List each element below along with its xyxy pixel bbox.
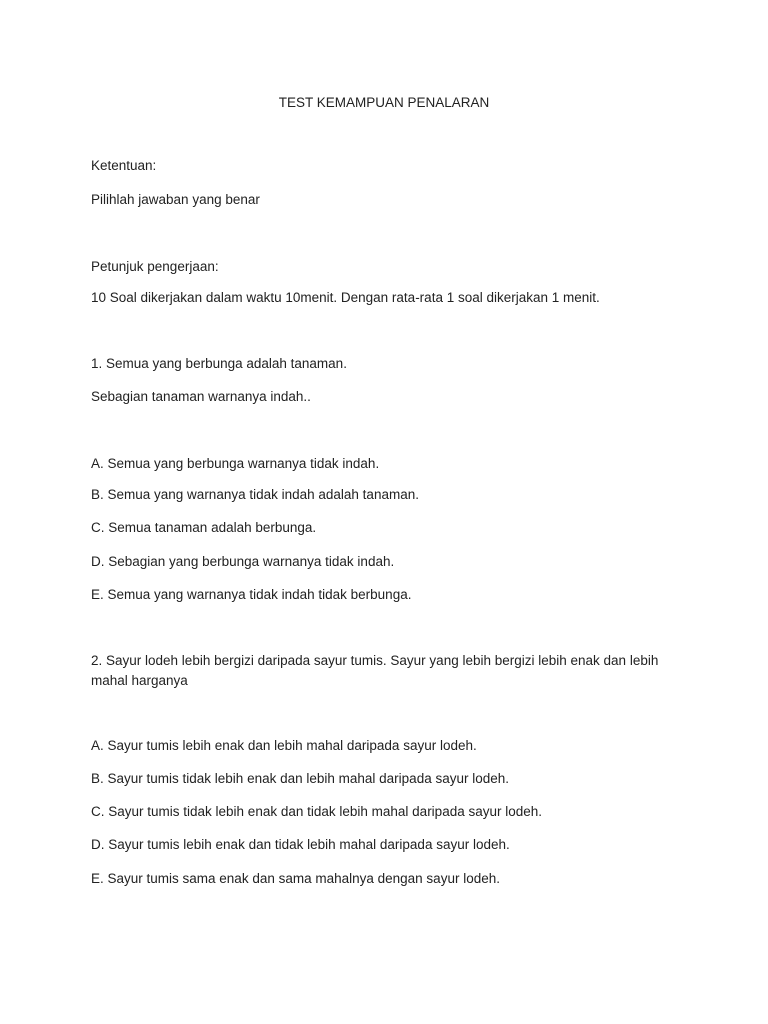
question-1-option-e: E. Semua yang warnanya tidak indah tidak berbunga.	[91, 587, 412, 602]
question-1-option-c: C. Semua tanaman adalah berbunga.	[91, 520, 317, 535]
question-2-option-c: C. Sayur tumis tidak lebih enak dan tidak lebih mahal daripada sayur lodeh.	[91, 804, 543, 819]
question-2-option-e: E. Sayur tumis sama enak dan sama mahalnya dengan sayur lodeh.	[91, 871, 500, 886]
document-title: TEST KEMAMPUAN PENALARAN	[278, 95, 490, 110]
petunjuk-heading: Petunjuk pengerjaan:	[91, 259, 219, 274]
question-1-premise-1: 1. Semua yang berbunga adalah tanaman.	[91, 356, 347, 371]
question-1-option-b: B. Semua yang warnanya tidak indah adalah tanaman.	[91, 487, 419, 502]
question-1-option-a: A. Semua yang berbunga warnanya tidak indah.	[91, 456, 380, 471]
question-2-option-a: A. Sayur tumis lebih enak dan lebih mahal daripada sayur lodeh.	[91, 738, 477, 753]
ketentuan-text: Pilihlah jawaban yang benar	[91, 192, 260, 207]
question-2-option-d: D. Sayur tumis lebih enak dan tidak lebih mahal daripada sayur lodeh.	[91, 837, 510, 852]
question-2-option-b: B. Sayur tumis tidak lebih enak dan lebih mahal daripada sayur lodeh.	[91, 771, 509, 786]
question-1-option-d: D. Sebagian yang berbunga warnanya tidak indah.	[91, 554, 395, 569]
question-2-premise: 2. Sayur lodeh lebih bergizi daripada sayur tumis. Sayur yang lebih bergizi lebih enak dan lebih mahal harganya	[91, 653, 659, 688]
petunjuk-text: 10 Soal dikerjakan dalam waktu 10menit. Dengan rata-rata 1 soal dikerjakan 1 menit.	[91, 290, 600, 305]
question-1-premise-2: Sebagian tanaman warnanya indah..	[91, 389, 311, 404]
ketentuan-heading: Ketentuan:	[91, 158, 157, 173]
